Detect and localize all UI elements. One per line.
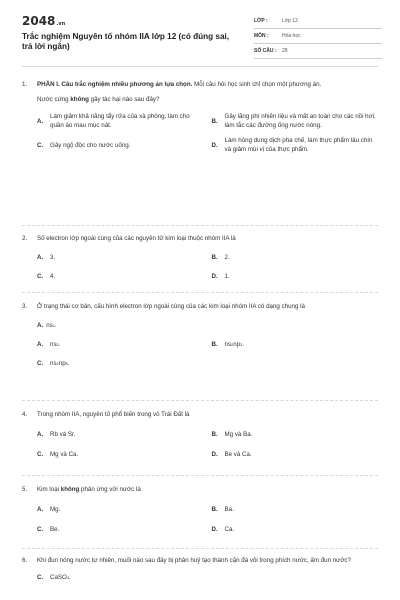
option-text: Gây ngộ độc cho nước uống. [50,141,131,149]
option-text: Làm giảm khả năng tẩy rửa của xà phòng, làm cho quần áo mau mục nát. [50,113,190,129]
option-text: Rb và Sr. [50,431,76,438]
option-letter: A. [37,254,44,261]
stem-text: Kim loại [37,486,60,493]
question-stem: Ở trạng thái cơ bản, cấu hình electron lớp ngoài cùng của các kim loại nhóm IIA có dạng chung là [37,303,305,310]
part-title: PHẦN I. Câu trắc nghiệm nhiều phương án lựa chọn. [37,81,193,88]
meta-key: LỚP : [254,18,268,24]
option-letter: C. [37,141,44,149]
option-text: ns [50,360,57,367]
question-stem [37,95,378,104]
option-b[interactable] [212,430,379,439]
question-stem [37,485,378,494]
option-text: Gây lãng phí nhiên liệu và mất an toàn cho các nồi hơi, làm tắc các đường ống nước nóng. [224,113,376,129]
logo-text: 2048 [22,14,56,28]
meta-value: 28 [282,48,288,54]
option-c[interactable] [37,136,204,154]
option-text: Mg. [50,506,61,513]
superscript: 3 [240,342,243,347]
question-6 [22,556,378,582]
option-text: 1. [224,273,230,280]
stem-emphasis: không [60,486,80,493]
option-letter: B. [211,341,218,348]
meta-row-count [254,44,382,59]
option-text: ns [224,341,232,348]
meta-row-class [254,14,382,29]
option-text: np [58,360,66,367]
option-b[interactable] [212,253,379,262]
question-4 [22,410,378,459]
option-c[interactable] [37,525,204,534]
superscript: 2 [56,342,59,347]
option-letter: C. [37,360,44,367]
question-separator [22,292,378,293]
question-number: 1. [22,81,28,88]
option-text: Làm hỏng dung dịch pha chế, làm thực phẩm lâu chín và giảm mùi vị của thực phẩm. [224,137,373,153]
header-divider [22,66,378,67]
option-text: 4. [50,273,56,280]
superscript: 2 [56,361,59,366]
option-letter: B. [211,431,218,438]
option-tail: . [58,341,61,348]
option-text: ns [46,322,53,329]
document-title: Trắc nghiệm Nguyên tố nhóm IIA lớp 12 (có đúng sai, trả lời ngắn) [22,32,230,51]
question-stem: Khi đun nóng nước tự nhiên, muối nào sau đây bị phân huỷ tạo thành cặn đá vôi trong phích nước, ấm đun nước? [37,557,351,564]
option-text: np [233,341,241,348]
meta-row-subject [254,29,382,44]
part-heading [37,80,378,89]
question-separator [22,548,378,549]
option-letter: B. [211,506,218,513]
option-letter: C. [37,574,44,581]
superscript: 1 [52,323,55,328]
option-letter: B. [211,254,218,261]
option-tail: . [242,341,245,348]
stem-emphasis: không [70,96,89,103]
option-letter: A. [37,322,44,329]
stem-text: Nước cứng [37,96,69,103]
option-letter: A. [37,431,44,438]
option-letter: B. [211,117,218,125]
option-letter: D. [211,273,218,280]
meta-value: Hóa học [282,33,301,39]
option-text: CaSO [50,574,67,581]
option-text: Mg và Ca. [50,451,79,458]
option-a[interactable] [37,340,204,349]
option-c[interactable] [37,272,204,281]
question-stem: Trong nhóm IIA, nguyên tố phổ biến trong vỏ Trái Đất là [37,411,190,418]
option-letter: A. [37,341,44,348]
option-tail: . [69,574,71,581]
option-text: Ca. [224,526,235,533]
option-d[interactable] [212,272,379,281]
option-text: Ba. [224,506,234,513]
option-d[interactable] [212,136,379,154]
superscript: 2 [231,342,234,347]
question-3 [22,302,378,368]
question-separator [22,475,378,476]
part-note: Mỗi câu hỏi học sinh chỉ chọn một phương án. [194,81,322,88]
question-number: 6. [22,557,28,564]
option-c[interactable] [37,573,378,582]
option-a[interactable] [37,112,204,130]
meta-table [254,14,382,59]
option-a[interactable] [37,253,204,262]
option-text: Mg và Ba. [224,431,253,438]
question-number: 4. [22,411,28,418]
option-a[interactable] [37,430,204,439]
option-letter: C. [37,451,44,458]
option-a[interactable] [37,505,204,514]
option-tail: . [54,322,57,329]
option-letter: A. [37,117,44,125]
option-text: Be và Ca. [224,451,252,458]
question-2 [22,234,378,281]
meta-key: SỐ CÂU : [254,48,277,54]
option-letter: D. [211,451,218,458]
question-number: 5. [22,486,28,493]
stem-text: gây tác hại nào sau đây? [90,96,160,103]
logo-suffix: .vn [56,21,66,27]
meta-value: Lớp 12 [282,18,298,24]
option-letter: C. [37,526,44,533]
option-letter: C. [37,273,44,280]
option-text: 2. [224,254,230,261]
answer-marker[interactable] [37,321,378,330]
question-number: 3. [22,303,28,310]
option-d[interactable] [212,450,379,459]
option-letter: D. [211,141,218,149]
option-b[interactable] [212,112,379,130]
question-separator [22,225,378,226]
option-letter: A. [37,506,44,513]
option-tail: . [67,360,70,367]
option-b[interactable] [212,505,379,514]
option-text: 3. [50,254,56,261]
option-c[interactable] [37,450,204,459]
question-5 [22,485,378,534]
stem-text: phản ứng với nước là [81,486,141,493]
superscript: 5 [65,361,68,366]
option-text: Be. [50,526,60,533]
subscript: 4 [66,575,70,580]
question-stem: Số electron lớp ngoài cùng của các nguyên tử kim loại thuộc nhóm IIA là [37,235,236,242]
question-number: 2. [22,235,28,242]
option-letter: D. [211,526,218,533]
question-separator [22,400,378,401]
option-b[interactable] [212,340,379,349]
option-c[interactable] [37,359,204,368]
meta-key: MÔN : [254,33,269,39]
question-1 [22,80,378,154]
site-logo[interactable] [22,14,65,28]
document-header [22,14,378,66]
option-text: ns [50,341,57,348]
option-d[interactable] [212,525,379,534]
